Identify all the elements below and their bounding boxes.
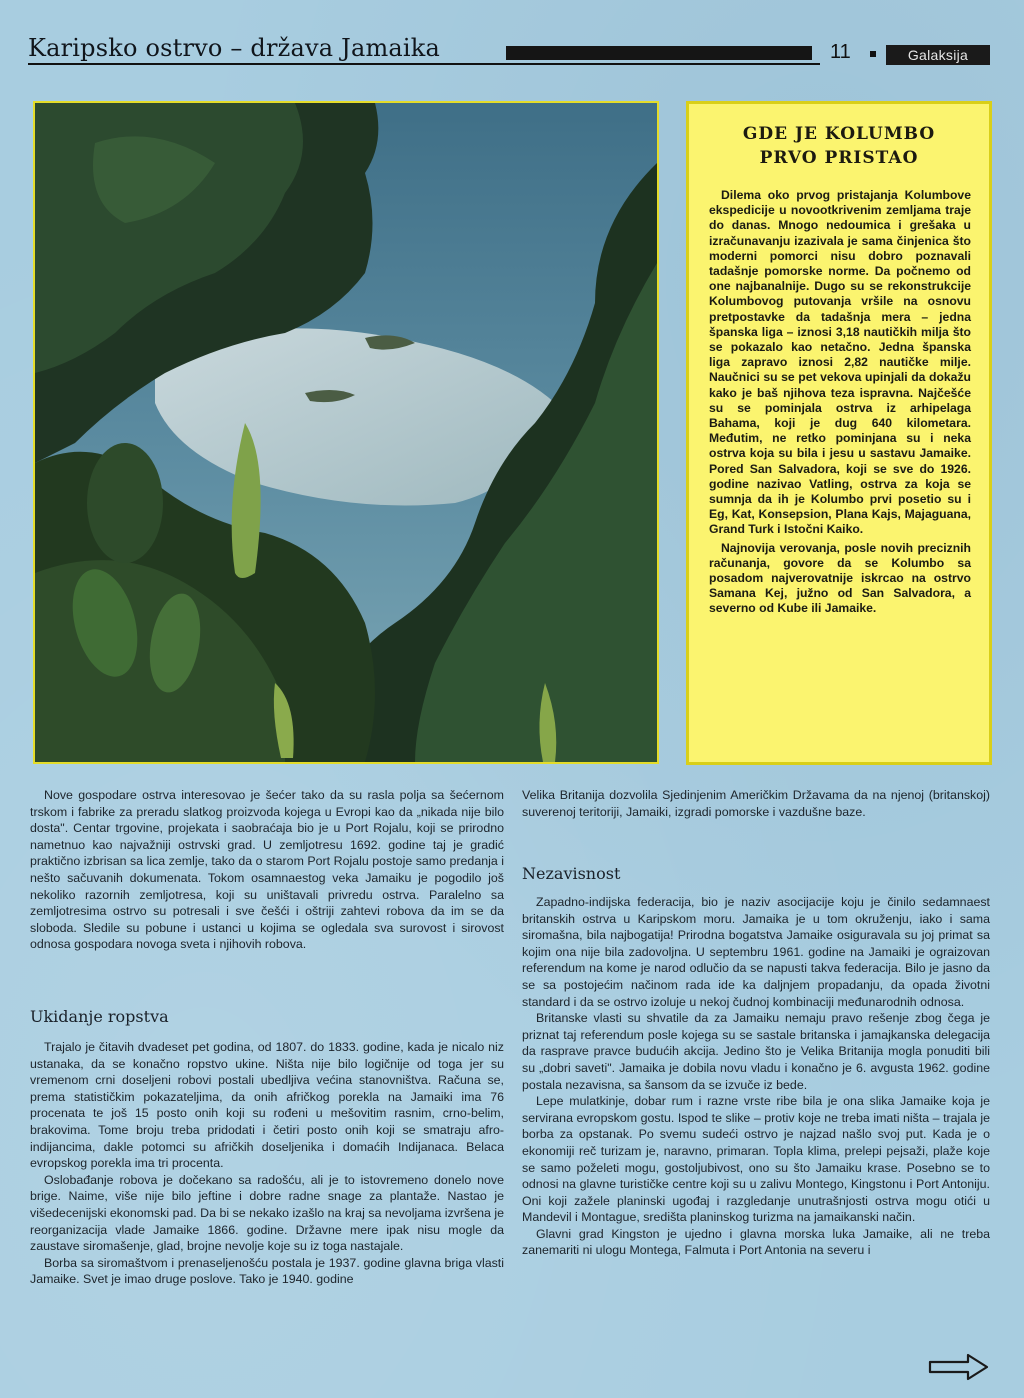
photo-illustration — [35, 103, 657, 762]
sidebar-title-line2: PRVO PRISTAO — [759, 148, 919, 168]
body-paragraph: Britanske vlasti su shvatile da za Jamaiku nemaju pravo rešenje zbog čega je priznat taj referendum posle kojega su se sastale britanska i jamajkanska delegacija da raspravе pravce budućih akcija. Jedino što je Velika Britanija mogla ponuditi bili su „dobri saveti". Jamaika je dobila novu vladu i konačno je 6. avgusta 1962. godine postala nezavisna, sa šansom da se izvuče iz bede. — [522, 1011, 990, 1092]
body-paragraph: Nove gospodare ostrva interesovao je šećer tako da su rasla polja sa šećernom trskom i fabrike za preradu slatkog proizvoda kojega u Evropi kao da „nikada nije bilo dosta". Centar trgovine, projekata i saobraćaja bio je u Port Rojalu, koji se prirodno nametnuo kao najvažniji ostrvski grad. U zemljotresu 1692. godine taj je gradić praktično izbrisan sa lica zemlje, tako da o starom Port Rojalu postoje samo predanja i nešto sačuvanih dokumenata. Tokom osamnaestog veka Jamaiku je pogodilo još nekoliko razornih zemljotresa, koji su uništavali privredu ostrva. Paralelno sa zemljotresima ostrvo su potresali i sve češći i oštriji zahtevi robova da im se da sloboda. Sledile su pobune i ustanci u kojima se ogledala sva surovost i sirovost odnosa gospodara novoga sveta i njihovih robova. — [30, 788, 504, 952]
body-paragraph: Borba sa siromaštvom i prenaseljenošću postala je 1937. godine glavna briga vlasti Jamaike. Svet je imao druge poslove. Tako je 1940. godine — [30, 1255, 504, 1287]
article-title: Karipsko ostrvo – država Jamaika — [28, 34, 441, 62]
sidebar-paragraph: Najnovija verovanja, posle novih preciznih računanja, govore da se Kolumbo sa posadom najverovatnije iskrcao na ostrvo Samana Kej, južno od San Salvadora, a severno od Kube ili Jamaike. — [709, 540, 971, 616]
sidebar-title — [689, 122, 989, 170]
sidebar-paragraph: Dilema oko prvog pristajanja Kolumbove ekspedicije u novootkrivenim zemljama traje do danas. Mnogo nedoumica i grešaka u izračunavanju izazivala je sama činjenica što moderni pomorci nisu dobro poznavali tadašnje pomorske norme. Da počnemo od one najbanalnije. Dugo su se rekonstrukcije Kolumbovog putovanja vršile na osnovu pretpostavke da tadašnja mera – jedna španska liga – iznosi 3,18 nautičkih milja što se pokazalo kao netačno. Jedna španska liga zapravo iznosi 2,82 nautičke milje. Naučnici su se pet vekova upinjali da dokažu kako je baš njihova teza ispravna. Najčešće su se pominjala ostrva iz arhipelaga Bahama, koji je dug 640 kilometara. Međutim, ne retko pominjana su i neka ostrva koja su bila i jesu u sastavu Jamaike. Pored San Salvadora, koji se sve do 1926. godine nazivao Vatling, ostrva za koja se sumnja da ih je Kolumbo prvi posetio su i Eg, Kat, Konsepsion, Plana Kajs, Majaguana, Grand Turk i Istočni Kaiko. — [709, 188, 971, 537]
subheading-ukidanje-ropstva: Ukidanje ropstva — [30, 1007, 169, 1026]
right-column-intro — [522, 787, 990, 820]
sidebar-text — [709, 188, 971, 617]
subheading-nezavisnost: Nezavisnost — [522, 864, 621, 883]
body-paragraph: Lepe mulatkinje, dobar rum i razne vrste ribe bila je ona slika Jamaike koja je servirana evropskom gostu. Ispod te slike – protiv koje ne treba imati ništa – trajala je borba za opstanak. Po svemu sudeći ostrvo je najzad našlo svoj put. Kada je o ekonomiji reč turizam je, naravno, primaran. Topla klima, prelepi pejsaži, plaže koje se samo poželeti mogu, gostoljubivost, ono su što Jamaiku krase. Posebno se to odnosi na glavne turističke centre koji su u zalivu Montego, Kingstonu i Port Antoniju. Oni koji zažele planinski ugođaj i razgledanje unutrašnjosti ostrva mogu otići u Mandevil i Montague, središta planinskog turizma na jamaikanski način. — [522, 1094, 990, 1225]
page-number: 11 — [830, 41, 851, 63]
left-column-body — [30, 1039, 504, 1288]
sidebar-box — [686, 101, 992, 765]
header-bullet — [870, 51, 876, 57]
body-paragraph: Oslobađanje robova je dočekano sa radošću, ali je to istovremeno donelo nove brige. Naime, više nije bilo jeftine i dobre radne snage za plantaže. Nastao je višedecenijski ekonomski pad. Da bi se nekako izašlo na kraj sa nevoljama izvršena je reorganizacija vlade Jamaike 1866. godine. Državne mere ipak nisu mogle da zaustave siromašenje, glad, brojne nevolje koje su iz toga nastajale. — [30, 1172, 504, 1254]
body-paragraph: Velika Britanija dozvolila Sjedinjenim Američkim Državama da na njenoj (britanskoj) suverenoj teritoriji, Jamaiki, izgradi pomorske i vazdušne baze. — [522, 788, 990, 819]
left-column-intro — [30, 787, 504, 953]
right-column-body — [522, 894, 990, 1259]
body-paragraph: Trajalo je čitavih dvadeset pet godina, od 1807. do 1833. godine, kada je nicalo niz ustanaka, da se konačno ropstvo ukine. Ništa nije bilo logičnije od toga jer su vremenom crni doseljeni robovi postali ubedljiva većina stanovništva. Računa se, prema statističkim pokazateljima, da onih afričkog porekla na Jamaiki ima 76 procenata te još 15 posto onih koji su rođeni u mešovitim rasnim, crno-belim, brakovima. Tome broju treba pridodati i četiri posto onih koji se smatraju afro-indijancima, dakle potomci su afričkih doseljenika i domaćih Indijanaca. Belaca evropskog porekla ima tri procenta. — [30, 1040, 504, 1171]
body-paragraph: Glavni grad Kingston je ujedno i glavna morska luka Jamaike, ali ne treba zanemariti ni ulogu Montega, Falmuta i Port Antonia na severu i — [522, 1226, 990, 1258]
section-badge: Galaksija — [886, 45, 990, 65]
sidebar-title-line1: GDE JE KOLUMBO — [742, 124, 936, 144]
coastal-cove-photo — [33, 101, 659, 764]
header-rule — [28, 63, 820, 65]
body-paragraph: Zapadno-indijska federacija, bio je naziv asocijacije koju je činilo sedamnaest britanskih ostrva u Karipskom moru. Jamaika je u tom okruženju, iako i sama siromašna, bila najbogatija! Prirodna bogatstva Jamaike osiguravala su joj primat sa kojim ona nije bila zadovoljna. U septembru 1961. godine na Jamaiki je ograizovan referendum na kome je narod odlučio da se napusti takva federacija. Bilo je jasno da se sa postojećim načinom rada ide ka daljnjem propadanju, da opada životni standard i da se ostrvo izoluje u nekoj čudnoj kombinaciji međunarodnih odnosa. — [522, 895, 990, 1009]
header-bar — [506, 46, 812, 60]
arrow-right-icon[interactable] — [928, 1352, 990, 1382]
